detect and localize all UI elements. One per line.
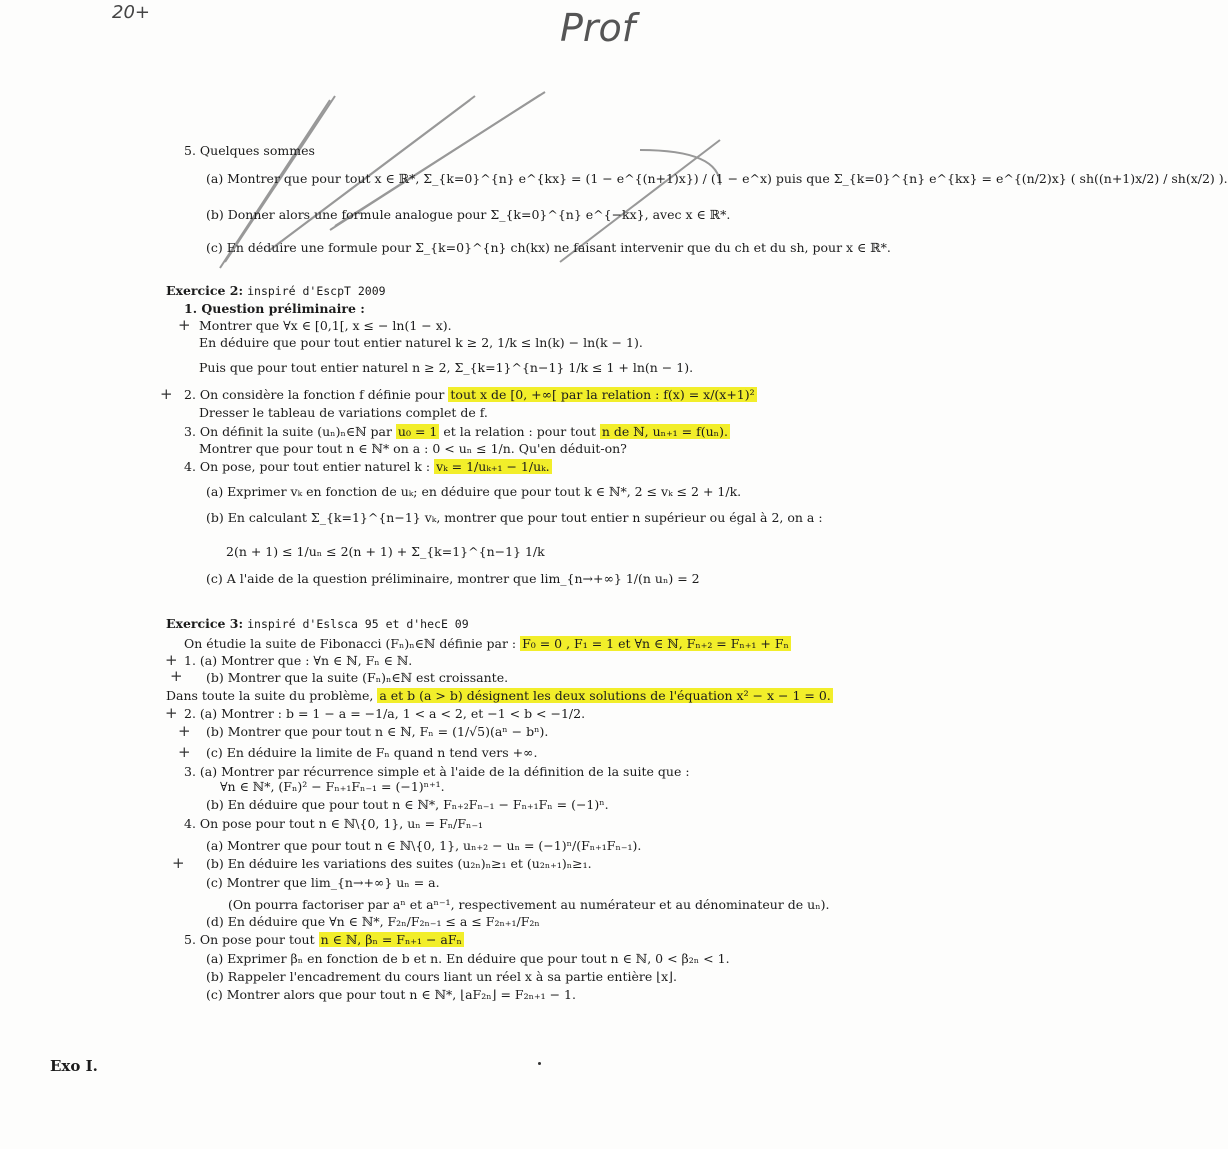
ex2-q3-text2: et la relation : pour tout [439,424,600,439]
ex3-q5a: (a) Exprimer βₙ en fonction de b et n. En déduire que pour tout n ∈ ℕ, 0 < β₂ₙ < 1. [206,951,730,966]
plus-mark: + [160,385,173,403]
ex2-q3-text1: 3. On définit la suite (uₙ)ₙ∈ℕ par [184,424,396,439]
ex3-q5-text: 5. On pose pour tout [184,932,319,947]
ex2-q2-line2: Dresser le tableau de variations complet de f. [199,405,488,420]
ex2-q2-highlight: tout x de [0, +∞[ par la relation : f(x) = x/(x+1)² [450,387,755,402]
ex3-q1a: 1. (a) Montrer que : ∀n ∈ ℕ, Fₙ ∈ ℕ. [184,653,413,668]
ex1-q5b: (b) Donner alors une formule analogue pour Σ_{k=0}^{n} e^{−kx}, avec x ∈ ℝ*. [206,207,731,222]
plus-mark: + [178,743,191,761]
ex2-q1-line2: En déduire que pour tout entier naturel k ≥ 2, 1/k ≤ ln(k) − ln(k − 1). [199,335,643,350]
ex2-q1-line1: Montrer que ∀x ∈ [0,1[, x ≤ − ln(1 − x). [199,318,452,333]
ex3-title [166,616,469,632]
ex3-dans-highlight: a et b (a > b) désignent les deux solutions de l'équation x² − x − 1 = 0. [379,688,831,703]
ex3-q4d: (d) En déduire que ∀n ∈ ℕ*, F₂ₙ/F₂ₙ₋₁ ≤ a ≤ F₂ₙ₊₁/F₂ₙ [206,914,540,929]
ex2-q4-highlight: vₖ = 1/uₖ₊₁ − 1/uₖ. [436,459,550,474]
ex3-q4c: (c) Montrer que lim_{n→+∞} uₙ = a. [206,875,440,890]
ex3-q4: 4. On pose pour tout n ∈ ℕ\{0, 1}, uₙ = Fₙ/Fₙ₋₁ [184,816,484,831]
ex2-q4b: (b) En calculant Σ_{k=1}^{n−1} vₖ, montrer que pour tout entier n supérieur ou égal à 2, on a : [206,510,823,525]
ex3-intro-text: On étudie la suite de Fibonacci (Fₙ)ₙ∈ℕ définie par : [184,636,521,651]
plus-mark: + [165,651,178,669]
ex2-q4a: (a) Exprimer vₖ en fonction de uₖ; en déduire que pour tout k ∈ ℕ*, 2 ≤ vₖ ≤ 2 + 1/k. [206,484,742,499]
ex2-q4c: (c) A l'aide de la question préliminaire, montrer que lim_{n→+∞} 1/(n uₙ) = 2 [206,571,700,586]
ex2-q4b-equation: 2(n + 1) ≤ 1/uₙ ≤ 2(n + 1) + Σ_{k=1}^{n−1} 1/k [226,544,545,559]
plus-mark: + [178,722,191,740]
ex2-q3-highlight2: n de ℕ, uₙ₊₁ = f(uₙ). [601,424,728,439]
ex3-dans [166,688,833,704]
ex3-intro-highlight: F₀ = 0 , F₁ = 1 et ∀n ∈ ℕ, Fₙ₊₂ = Fₙ₊₁ + Fₙ [522,636,789,651]
ex3-q5-highlight: n ∈ ℕ, βₙ = Fₙ₊₁ − aFₙ [320,932,462,947]
ex1-q5-title: 5. Quelques sommes [184,143,315,158]
ex3-q5 [184,932,464,948]
ex2-title-bold: Exercice 2: [166,283,244,298]
ex3-q5b: (b) Rappeler l'encadrement du cours liant un réel x à sa partie entière ⌊x⌋. [206,969,678,984]
ex2-q1-line3: Puis que pour tout entier naturel n ≥ 2, Σ_{k=1}^{n−1} 1/k ≤ 1 + ln(n − 1). [199,360,694,375]
ex2-title-mono: inspiré d'EscpT 2009 [247,284,386,298]
ex3-q4a: (a) Montrer que pour tout n ∈ ℕ\{0, 1}, uₙ₊₂ − uₙ = (−1)ⁿ/(Fₙ₊₁Fₙ₋₁). [206,838,642,853]
plus-mark: + [165,704,178,722]
ex2-title [166,283,386,299]
plus-mark: + [178,316,191,334]
ex3-intro [184,636,791,652]
plus-mark: + [172,854,185,872]
ex3-q2b: (b) Montrer que pour tout n ∈ ℕ, Fₙ = (1/√5)(aⁿ − bⁿ). [206,724,549,739]
ex1-q5c: (c) En déduire une formule pour Σ_{k=0}^{n} ch(kx) ne faisant intervenir que du ch et du sh, pour x ∈ ℝ*. [206,240,891,255]
ex2-q3-line2: Montrer que pour tout n ∈ ℕ* on a : 0 < uₙ ≤ 1/n. Qu'en déduit-on? [199,441,627,456]
ex2-q2 [184,387,757,403]
ex3-title-mono: inspiré d'Eslsca 95 et d'hecE 09 [247,617,469,631]
exercise-label: Exo I. [50,1057,98,1075]
ex2-q4 [184,459,552,475]
ex3-q2c: (c) En déduire la limite de Fₙ quand n tend vers +∞. [206,745,538,760]
ex3-title-bold: Exercice 3: [166,616,244,631]
ex3-q4c-note: (On pourra factoriser par aⁿ et aⁿ⁻¹, respectivement au numérateur et au dénominateur de uₙ). [228,897,830,912]
ex3-q3a-line2: ∀n ∈ ℕ*, (Fₙ)² − Fₙ₊₁Fₙ₋₁ = (−1)ⁿ⁺¹. [220,779,445,794]
handwritten-score: 20+ [112,2,150,23]
ex3-q3b: (b) En déduire que pour tout n ∈ ℕ*, Fₙ₊₂Fₙ₋₁ − Fₙ₊₁Fₙ = (−1)ⁿ. [206,797,609,812]
ex2-q3-highlight1: u₀ = 1 [397,424,438,439]
plus-mark: + [170,667,183,685]
handwritten-signature: Prof [560,6,636,50]
ex3-q2a: 2. (a) Montrer : b = 1 − a = −1/a, 1 < a < 2, et −1 < b < −1/2. [184,706,586,721]
ex2-q2-text: 2. On considère la fonction f définie pour [184,387,449,402]
ex3-q4b: (b) En déduire les variations des suites (u₂ₙ)ₙ≥₁ et (u₂ₙ₊₁)ₙ≥₁. [206,856,592,871]
scan-speck [538,1062,541,1065]
ex2-q4-text: 4. On pose, pour tout entier naturel k : [184,459,435,474]
ex2-q1-title: 1. Question préliminaire : [184,301,365,316]
ex3-q3a: 3. (a) Montrer par récurrence simple et à l'aide de la définition de la suite que : [184,764,690,779]
ex3-dans-text: Dans toute la suite du problème, [166,688,378,703]
ex1-q5a: (a) Montrer que pour tout x ∈ ℝ*, Σ_{k=0}^{n} e^{kx} = (1 − e^{(n+1)x}) / (1 − e^x) puis que Σ_{k=0}^{n} e^{kx} = e^{(n/2)x} ( sh((n+1)x/2) / sh(x/2) ). [206,171,1228,186]
ex2-q3 [184,424,730,440]
ex3-q1b: (b) Montrer que la suite (Fₙ)ₙ∈ℕ est croissante. [206,670,509,685]
ex3-q5c: (c) Montrer alors que pour tout n ∈ ℕ*, ⌊aF₂ₙ⌋ = F₂ₙ₊₁ − 1. [206,987,576,1002]
